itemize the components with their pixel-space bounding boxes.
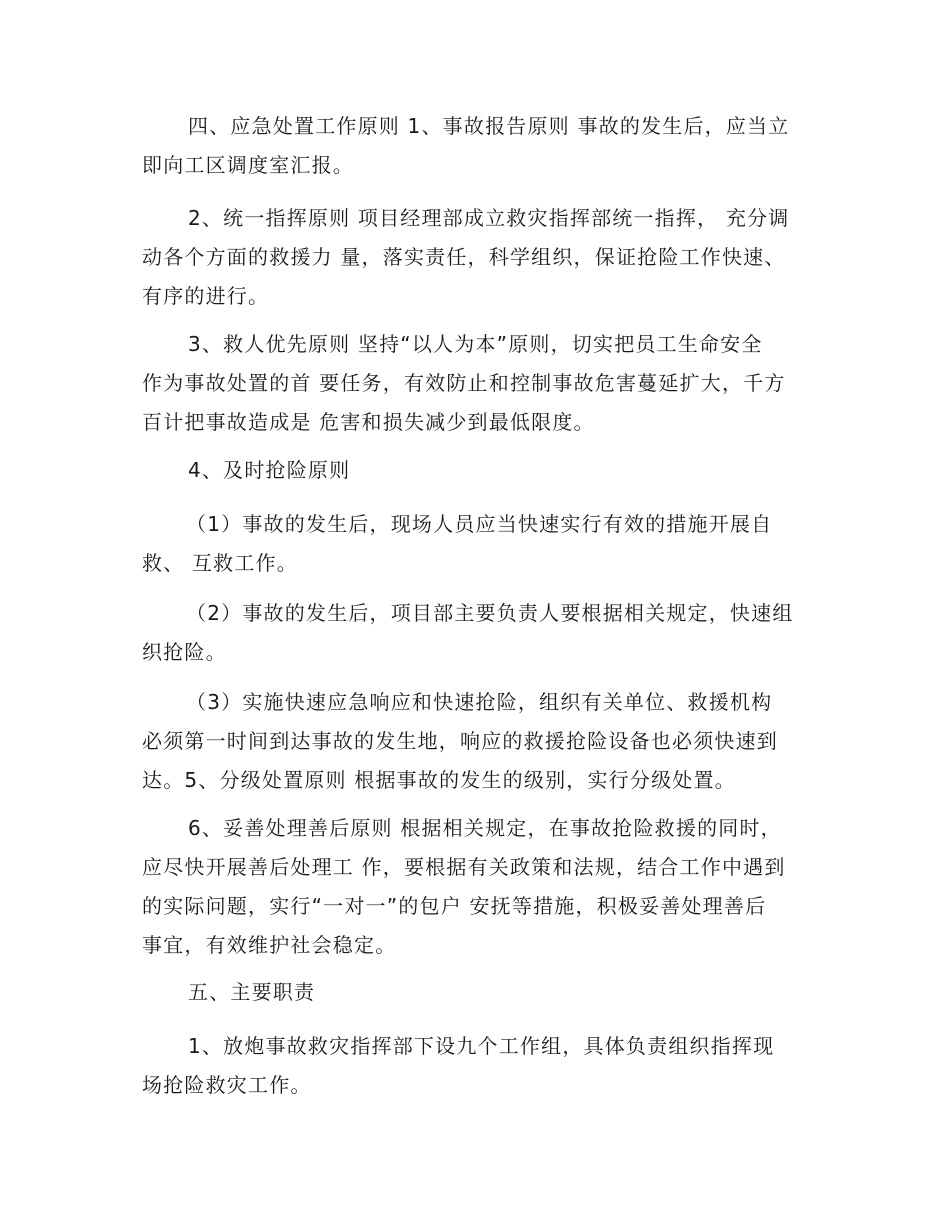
text-line: 6、妥善处理善后原则 根据相关规定，在事故抢险救援的同时， [188, 816, 782, 840]
text-line: 的实际问题，实行“一对一”的包户 安抚等措施，积极妥善处理善后 [142, 894, 767, 918]
paragraph-duty-1 [142, 1027, 812, 1105]
paragraph-timely-rescue-heading [142, 451, 812, 490]
text-line: 2、统一指挥原则 项目经理部成立救灾指挥部统一指挥， 充分调 [188, 206, 790, 230]
text-line: 即向工区调度室汇报。 [142, 153, 354, 177]
paragraph-rescue-priority [142, 325, 812, 442]
text-line: 应尽快开展善后处理工 作，要根据有关政策和法规，结合工作中遇到 [142, 855, 786, 879]
text-line: 必须第一时间到达事故的发生地，响应的救援抢险设备也必须快速到 [142, 729, 778, 753]
paragraph-principles-intro [142, 107, 812, 185]
text-line: 五、主要职责 [188, 980, 316, 1004]
text-line: （3）实施快速应急响应和快速抢险，组织有关单位、救援机构 [186, 690, 773, 714]
section-heading-main-duties [142, 973, 812, 1012]
paragraph-item-2 [142, 594, 812, 672]
text-line: 作为事故处置的首 要任务，有效防止和控制事故危害蔓延扩大，千方 [142, 371, 786, 395]
paragraph-item-1 [142, 505, 812, 583]
text-line: 动各个方面的救援力 量，落实责任，科学组织，保证抢险工作快速、 [142, 245, 786, 269]
text-line: 1、放炮事故救灾指挥部下设九个工作组，具体负责组织指挥现 [188, 1034, 775, 1058]
text-line: 百计把事故造成是 危害和损失减少到最低限度。 [142, 410, 595, 434]
text-line: 救、 互救工作。 [142, 551, 298, 575]
text-line: 3、救人优先原则 坚持“以人为本”原则，切实把员工生命安全 [188, 332, 763, 356]
text-line: 事宜，有效维护社会稳定。 [142, 933, 397, 957]
paragraph-aftermath [142, 809, 812, 965]
paragraph-item-3 [142, 683, 812, 800]
text-line: 场抢险救灾工作。 [142, 1073, 312, 1097]
paragraph-unified-command [142, 199, 812, 316]
text-line: 达。5、分级处置原则 根据事故的发生的级别，实行分级处置。 [142, 768, 736, 792]
text-line: 织抢险。 [142, 640, 227, 664]
text-line: （1）事故的发生后，现场人员应当快速实行有效的措施开展自 [186, 512, 773, 536]
text-line: 四、应急处置工作原则 1、事故报告原则 事故的发生后，应当立 [188, 114, 790, 138]
text-line: 有序的进行。 [142, 284, 270, 308]
text-line: （2）事故的发生后，项目部主要负责人要根据相关规定，快速组 [186, 601, 794, 625]
text-line: 4、及时抢险原则 [188, 458, 351, 482]
